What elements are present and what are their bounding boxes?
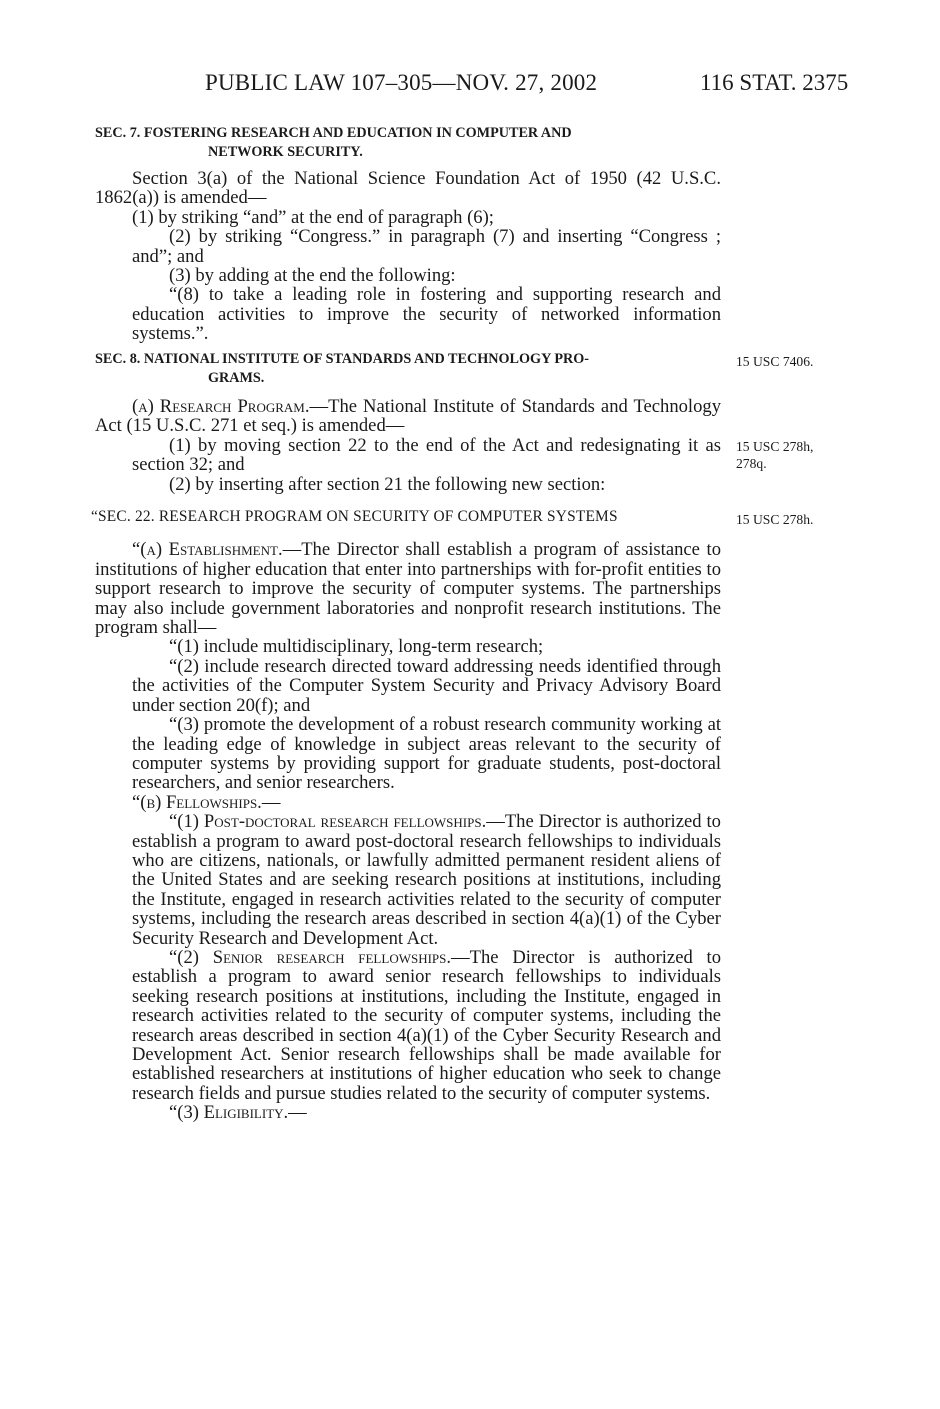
fellowship-2-text: —The Director is authorized to establish a program to award senior research fellowships to individuals seeking research positions at institutions, including the Institute, engaged in research activities related to the security of computer systems, including the research areas described in section 4(a)(1) of the Cyber Security Research and Development Act. Senior research fellowships shall be made available for established researchers at institutions of higher education who seek to change research fields and pursue studies related to the security of computer systems.: [132, 946, 721, 1104]
fellowship-item-1: [95, 812, 721, 948]
section-7-heading: [95, 124, 721, 162]
section-8-item-1: (1) by moving section 22 to the end of the Act and redesignating it as section 32; and: [132, 434, 721, 476]
page-header: [0, 70, 940, 110]
section-8-heading-line-1: SEC. 8. NATIONAL INSTITUTE OF STANDARDS AND TECHNOLOGY PRO-: [95, 351, 590, 367]
section-8-a-text: —The National Institute of Standards and Technology Act (15 U.S.C. 271 et seq.) is amended—: [95, 396, 721, 437]
fellowship-item-2: [95, 948, 721, 1103]
fellowship-item-3-eligibility: “(3) Eligibility.—: [169, 1102, 307, 1124]
section-8-a: [95, 397, 721, 436]
section-7-item-1: (1) by striking “and” at the end of paragraph (6);: [132, 206, 494, 228]
page-stat-number: 116 STAT. 2375: [700, 70, 849, 95]
section-8-a-label: (a) Research Program.: [132, 396, 310, 417]
running-head: PUBLIC LAW 107–305—NOV. 27, 2002: [205, 70, 598, 95]
subsection-b-fellowships: “(b) Fellowships.—: [132, 791, 281, 813]
section-8-item-2: (2) by inserting after section 21 the following new section:: [169, 473, 606, 495]
margin-note-redesignation-line-2: 278q.: [736, 456, 767, 471]
establishment-label: “(a) Establishment.: [132, 539, 283, 561]
section-8: [91, 350, 721, 1124]
section-7-item-2-text: (2) by striking “Congress.” in paragraph (7) and inserting “Congress ; and”; and: [132, 226, 721, 267]
program-item-3: “(3) promote the development of a robust research community working at the leading edge of knowledge in subject areas relevant to the security of computer systems by providing support for graduate students, post-doctoral researchers, and senior researchers.: [132, 714, 721, 794]
section-22-heading: “SEC. 22. RESEARCH PROGRAM ON SECURITY OF COMPUTER SYSTEMS: [91, 508, 618, 526]
section-8-heading: [95, 350, 721, 388]
section-7-heading-line-2: NETWORK SECURITY.: [208, 144, 363, 160]
fellowship-2-label: “(2) Senior research fellowships.: [169, 946, 452, 968]
section-8-heading-line-2: GRAMS.: [208, 370, 265, 386]
section-7-heading-line-1: SEC. 7. FOSTERING RESEARCH AND EDUCATION IN COMPUTER AND: [95, 125, 572, 141]
section-7-item-2: [95, 227, 721, 266]
fellowship-1-text: —The Director is authorized to establish a program to award post-doctoral research fellowships to individuals who are citizens, nationals, or lawfully admitted permanent resident aliens of the United States and are seeking research positions at institutions, including the Institute, engaged in research activities related to the security of computer systems, including the research areas described in section 4(a)(1) of the Cyber Security Research and Development Act.: [132, 811, 721, 949]
margin-note-sec8: 15 USC 7406.: [736, 354, 814, 369]
program-item-2: “(2) include research directed toward addressing needs identified through the activities of the Computer System Security and Privacy Advisory Board under section 20(f); and: [132, 655, 721, 716]
subsection-a-establishment: [95, 540, 721, 637]
margin-note-redesignation-line-1: 15 USC 278h,: [736, 439, 814, 454]
program-item-1: “(1) include multidisciplinary, long-term research;: [169, 636, 544, 658]
fellowship-1-label: “(1) Post-doctoral research fellowships.: [169, 811, 487, 833]
establishment-text: —The Director shall establish a program of assistance to institutions of higher education that enter into partnerships with for-profit entities to support research to improve the security of computer systems. The partnerships may also include government laboratories and nonprofit research institutions. The program shall—: [95, 539, 721, 639]
margin-note-sec22: 15 USC 278h.: [736, 512, 814, 527]
section-7-item-3: (3) by adding at the end the following:: [169, 265, 456, 287]
section-7: [95, 124, 721, 344]
section-7-item-3-text: “(8) to take a leading role in fostering and supporting research and education activities to improve the security of networked information systems.”.: [132, 284, 721, 345]
margin-note-redesignation: [736, 438, 813, 472]
section-7-intro: Section 3(a) of the National Science Foundation Act of 1950 (42 U.S.C. 1862(a)) is amended—: [95, 168, 721, 209]
